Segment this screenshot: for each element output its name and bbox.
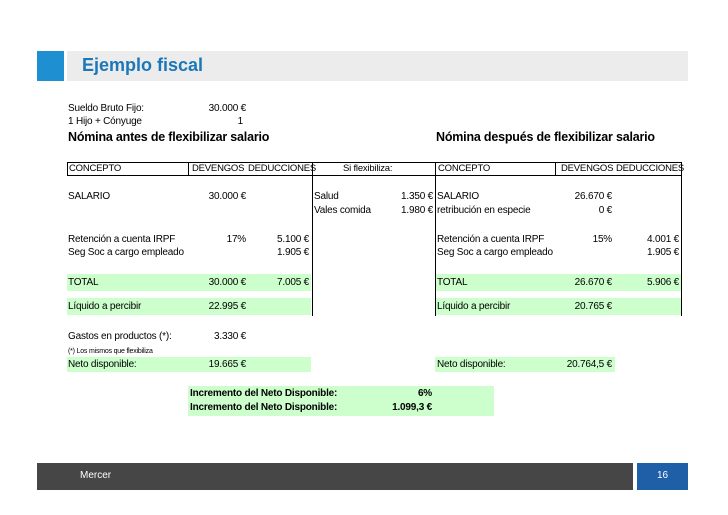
right-salario-label: SALARIO <box>437 191 479 202</box>
table-divider <box>681 176 682 316</box>
col-devengos-right: DEVENGOS <box>561 163 614 174</box>
right-ret-ded: 4.001 € <box>647 234 679 245</box>
right-ret-pct: 15% <box>592 234 612 245</box>
left-total-ded: 7.005 € <box>277 277 309 288</box>
right-heading: Nómina después de flexibilizar salario <box>436 130 655 144</box>
footer-company: Mercer <box>80 470 112 481</box>
right-seg-label: Seg Soc a cargo empleado <box>437 247 553 258</box>
increment-value-eur: 1.099,3 € <box>392 402 432 413</box>
col-devengos: DEVENGOS <box>192 163 245 174</box>
left-neto-label: Neto disponible: <box>68 359 137 370</box>
col-concepto: CONCEPTO <box>69 163 122 174</box>
gastos-value: 3.330 € <box>214 331 246 342</box>
left-neto-value: 19.665 € <box>208 359 246 370</box>
right-total-label: TOTAL <box>437 277 468 288</box>
flex-salud-value: 1.350 € <box>401 191 433 202</box>
accent-square <box>37 51 64 81</box>
increment-label-eur: Incremento del Neto Disponible: <box>190 402 338 413</box>
left-salario-dev: 30.000 € <box>208 191 246 202</box>
left-total-label: TOTAL <box>68 277 99 288</box>
right-seg-ded: 1.905 € <box>647 247 679 258</box>
right-liquido-label: Líquido a percibir <box>437 301 511 312</box>
left-heading: Nómina antes de flexibilizar salario <box>68 130 270 144</box>
left-salario-label: SALARIO <box>68 191 110 202</box>
gastos-label: Gastos en productos (*): <box>68 331 172 342</box>
flex-salud-label: Salud <box>314 191 339 202</box>
footer-bar <box>37 463 633 490</box>
left-seg-label: Seg Soc a cargo empleado <box>68 247 184 258</box>
hijo-value: 1 <box>237 116 243 127</box>
page-number: 16 <box>656 470 669 481</box>
right-ret-label: Retención a cuenta IRPF <box>437 234 545 245</box>
right-especie-dev: 0 € <box>598 205 612 216</box>
right-total-ded: 5.906 € <box>647 277 679 288</box>
left-seg-ded: 1.905 € <box>277 247 309 258</box>
page-title: Ejemplo fiscal <box>82 55 204 75</box>
right-neto-label: Neto disponible: <box>437 359 506 370</box>
col-deducciones: DEDUCCIONES <box>248 163 317 174</box>
header-divider <box>555 162 556 176</box>
col-deducciones-right: DEDUCCIONES <box>616 163 685 174</box>
flex-vales-value: 1.980 € <box>401 205 433 216</box>
left-ret-pct: 17% <box>226 234 246 245</box>
sueldo-label: Sueldo Bruto Fijo: <box>68 103 144 114</box>
left-ret-ded: 5.100 € <box>277 234 309 245</box>
right-liquido-value: 20.765 € <box>574 301 612 312</box>
left-liquido-value: 22.995 € <box>208 301 246 312</box>
sueldo-value: 30.000 € <box>208 103 246 114</box>
header-divider <box>188 162 189 176</box>
left-ret-label: Retención a cuenta IRPF <box>68 234 176 245</box>
table-divider <box>435 176 436 316</box>
increment-label-pct: Incremento del Neto Disponible: <box>190 388 338 399</box>
table-divider <box>312 176 313 316</box>
col-concepto-right: CONCEPTO <box>438 163 491 174</box>
right-especie-label: retribución en especie <box>437 205 531 216</box>
hijo-label: 1 Hijo + Cónyuge <box>68 116 142 127</box>
gastos-note: (*) Los mismos que flexibiliza <box>68 348 153 355</box>
right-total-dev: 26.670 € <box>574 277 612 288</box>
left-total-dev: 30.000 € <box>208 277 246 288</box>
right-salario-dev: 26.670 € <box>574 191 612 202</box>
left-liquido-label: Líquido a percibir <box>68 301 142 312</box>
col-si-flexibiliza: Si flexibiliza: <box>343 163 393 174</box>
right-neto-value: 20.764,5 € <box>566 359 612 370</box>
increment-value-pct: 6% <box>417 388 432 399</box>
flex-vales-label: Vales comida <box>314 205 371 216</box>
